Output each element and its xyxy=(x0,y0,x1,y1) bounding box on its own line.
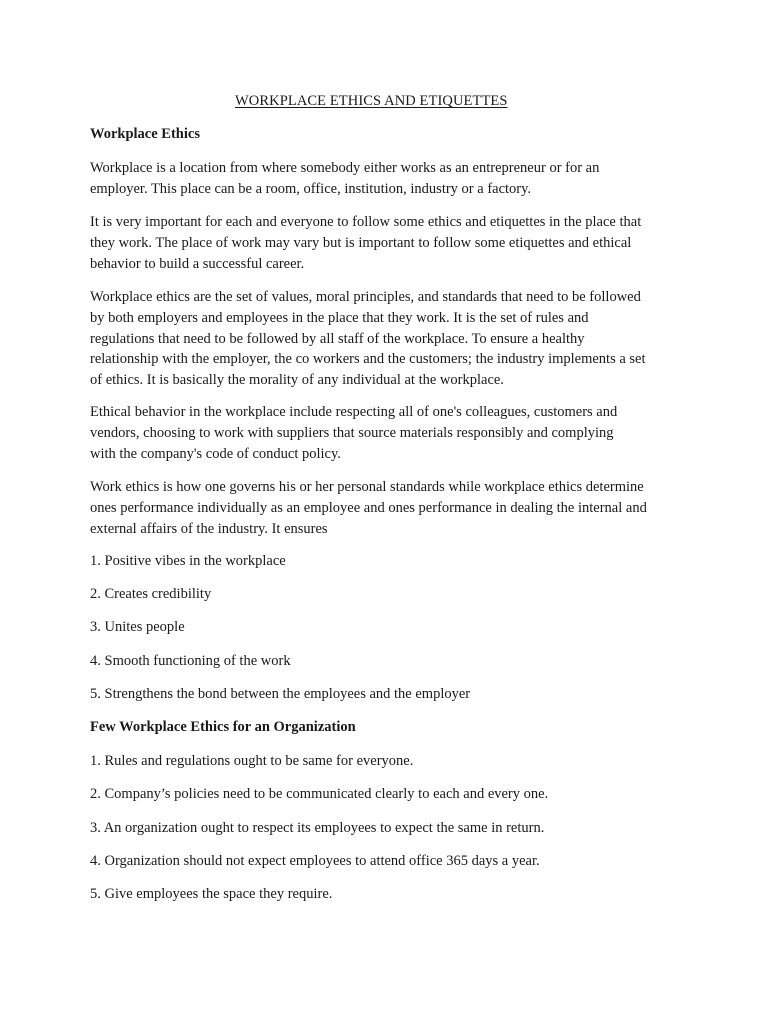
paragraph-line: Workplace ethics are the set of values, moral principles, and standards that need to be followed xyxy=(90,289,641,305)
list-item: 1. Rules and regulations ought to be same for everyone. xyxy=(90,753,414,769)
paragraph-line: relationship with the employer, the co workers and the customers; the industry implements a set xyxy=(90,351,646,368)
paragraph-line: Ethical behavior in the workplace include respecting all of one's colleagues, customers and xyxy=(90,404,618,420)
document-title: WORKPLACE ETHICS AND ETIQUETTES xyxy=(235,93,508,109)
paragraph-ethical-behavior xyxy=(90,402,617,464)
list-item: 5. Strengthens the bond between the employees and the employer xyxy=(90,686,471,702)
list-item: 2. Creates credibility xyxy=(90,586,212,602)
list-item: 5. Give employees the space they require. xyxy=(90,886,333,902)
paragraph-line: vendors, choosing to work with suppliers that source materials responsibly and complying xyxy=(90,424,614,441)
list-item: 1. Positive vibes in the workplace xyxy=(90,553,286,569)
section-heading-organization-ethics: Few Workplace Ethics for an Organization xyxy=(90,719,356,735)
list-item: 3. An organization ought to respect its employees to expect the same in return. xyxy=(90,820,545,836)
paragraph-definition xyxy=(90,158,599,200)
paragraph-line: Work ethics is how one governs his or her personal standards while workplace ethics determine xyxy=(90,479,644,495)
paragraph-line: external affairs of the industry. It ensures xyxy=(90,520,328,537)
paragraph-work-ethics xyxy=(90,477,647,539)
paragraph-line: It is very important for each and everyone to follow some ethics and etiquettes in the place that xyxy=(90,214,642,230)
paragraph-line: regulations that need to be followed by all staff of the workplace. To ensure a healthy xyxy=(90,330,585,347)
list-item: 2. Company’s policies need to be communicated clearly to each and every one. xyxy=(90,786,549,802)
list-item: 4. Organization should not expect employees to attend office 365 days a year. xyxy=(90,853,540,869)
paragraph-importance xyxy=(90,212,641,274)
list-item: 3. Unites people xyxy=(90,619,185,635)
paragraph-values xyxy=(90,287,646,391)
paragraph-line: of ethics. It is basically the morality of any individual at the workplace. xyxy=(90,372,504,389)
section-heading-workplace-ethics: Workplace Ethics xyxy=(90,126,200,142)
paragraph-line: behavior to build a successful career. xyxy=(90,255,305,272)
paragraph-line: with the company's code of conduct policy. xyxy=(90,445,341,462)
paragraph-line: employer. This place can be a room, office, institution, industry or a factory. xyxy=(90,180,532,197)
list-item: 4. Smooth functioning of the work xyxy=(90,653,291,669)
paragraph-line: they work. The place of work may vary but is important to follow some etiquettes and ethical xyxy=(90,234,632,251)
paragraph-line: ones performance individually as an employee and ones performance in dealing the internal and xyxy=(90,499,647,516)
paragraph-line: Workplace is a location from where somebody either works as an entrepreneur or for an xyxy=(90,160,600,176)
paragraph-line: by both employers and employees in the place that they work. It is the set of rules and xyxy=(90,309,589,326)
